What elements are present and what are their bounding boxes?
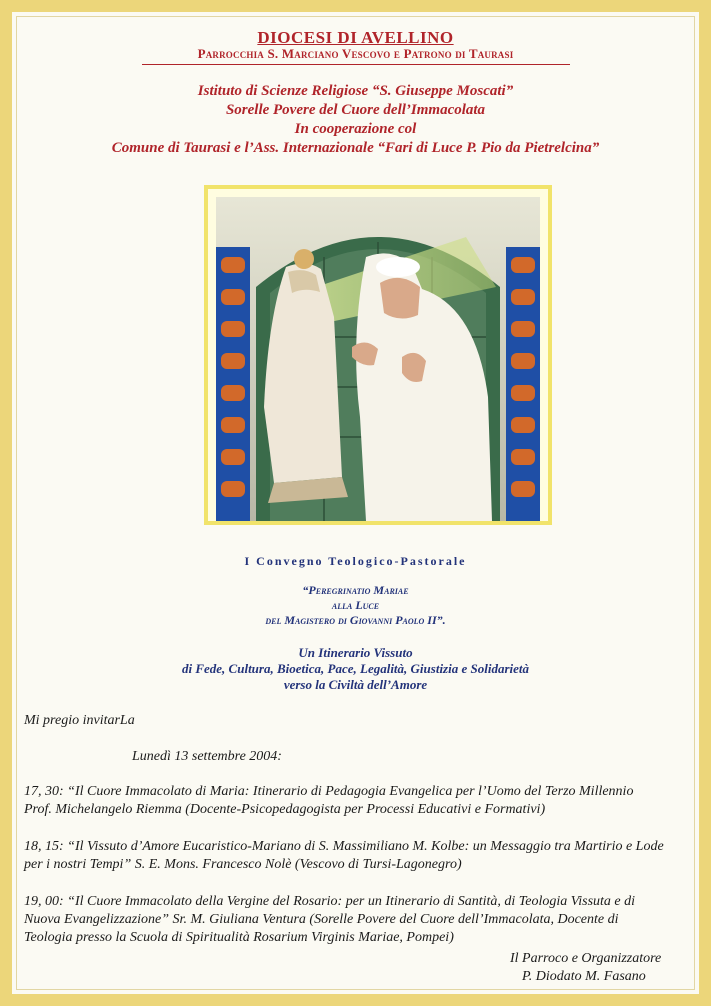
program-item-3-speaker: Nuova Evangelizzazione” Sr. M. Giuliana Ventura (Sorelle Povere del Cuore dell’Immacolata, Docente di xyxy=(24,912,619,927)
itinerario-line-1: Un Itinerario Vissuto xyxy=(298,645,413,660)
photo-frame xyxy=(204,185,552,525)
municipality-line: Comune di Taurasi e l’Ass. Internazionale “Fari di Luce P. Pio da Pietrelcina” xyxy=(111,140,600,156)
convegno-title: I Convegno Teologico-Pastorale xyxy=(244,554,467,568)
invitation-text: Mi pregio invitarLa xyxy=(24,713,135,728)
signature-name: P. Diodato M. Fasano xyxy=(522,969,646,984)
program-item-3-affiliation: Teologia presso la Scuola di Spiritualità Rosarium Virginis Mariae, Pompei) xyxy=(24,930,454,945)
pope-madonna-photo xyxy=(216,197,540,521)
institute-line: Istituto di Scienze Religiose “S. Giuseppe Moscati” xyxy=(197,83,514,99)
peregrinatio-line-3: del Magistero di Giovanni Paolo II”. xyxy=(265,613,446,627)
itinerario-line-2: di Fede, Cultura, Bioetica, Pace, Legalità, Giustizia e Solidarietà xyxy=(181,661,530,676)
program-item-1-title: 17, 30: “Il Cuore Immacolato di Maria: Itinerario di Pedagogia Evangelica per l’Uomo del Terzo Millennio xyxy=(24,784,634,799)
parish-name: Parrocchia S. Marciano Vescovo e Patrono di Taurasi xyxy=(197,46,514,61)
event-date: Lunedì 13 settembre 2004: xyxy=(132,749,282,764)
program-item-2-title: 18, 15: “Il Vissuto d’Amore Eucaristico-Mariano di S. Massimiliano M. Kolbe: un Messaggio tra Martirio e Lode xyxy=(24,839,664,854)
itinerario-line-3: verso la Civiltà dell’Amore xyxy=(283,677,428,692)
diocese-title: DIOCESI DI AVELLINO xyxy=(257,28,454,47)
program-item-3-title: 19, 00: “Il Cuore Immacolato della Vergine del Rosario: per un Itinerario di Santità, di Teologia Vissuta e di xyxy=(24,894,636,909)
program-item-2-speaker: per i nostri Tempi” S. E. Mons. Francesco Nolè (Vescovo di Tursi-Lagonegro) xyxy=(24,857,462,872)
signature-role: Il Parroco e Organizzatore xyxy=(510,951,662,966)
program-item-1-speaker: Prof. Michelangelo Riemma (Docente-Psicopedagogista per Processi Educativi e Formativi) xyxy=(24,802,546,817)
header-divider xyxy=(142,64,570,65)
cooperation-line: In cooperazione col xyxy=(294,121,417,137)
peregrinatio-line-2: alla Luce xyxy=(331,598,380,612)
peregrinatio-line-1: “Peregrinatio Mariae xyxy=(302,583,409,597)
sisters-line: Sorelle Povere del Cuore dell’Immacolata xyxy=(225,102,486,118)
